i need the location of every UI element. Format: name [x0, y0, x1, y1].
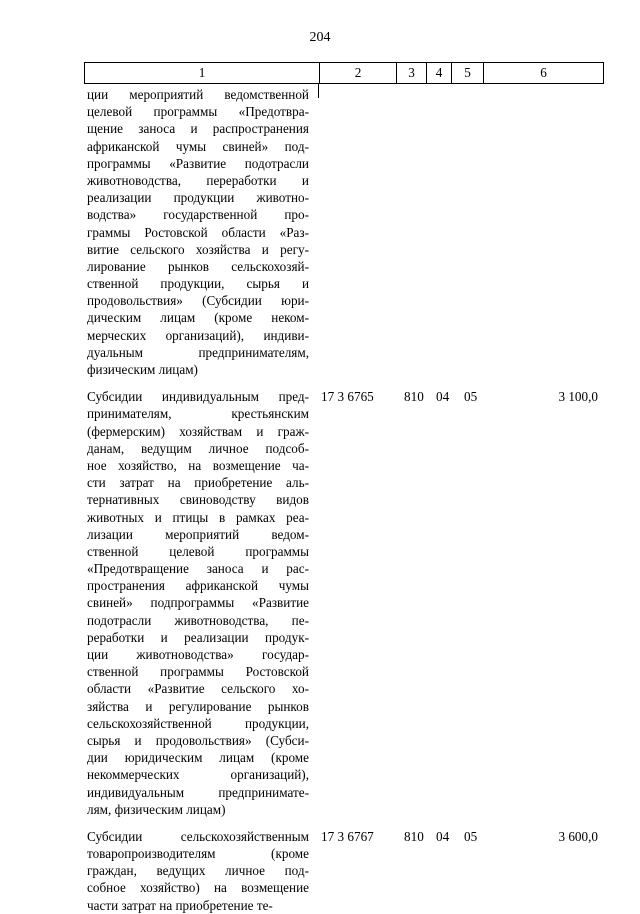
text-line: ции животноводства» государ- — [87, 647, 309, 662]
text-line: сельскохозяйственной продукции, — [87, 715, 309, 731]
row-description — [84, 828, 311, 914]
text-line: пространения африканской чумы — [87, 578, 309, 594]
header-col-4: 4 — [426, 63, 451, 83]
text-line: ное хозяйство, на возмещение ча- — [87, 457, 309, 473]
text-line: Субсидии индивидуальным пред- — [87, 389, 309, 405]
table-header — [84, 62, 604, 84]
text-line: собное хозяйство) на возмещение — [87, 880, 309, 896]
text-line: (фермерским) хозяйствам и граж- — [87, 423, 309, 439]
text-line: водства» государственной про- — [87, 207, 309, 223]
text-line: лирование рынков сельскохозяй- — [87, 258, 309, 274]
text-line: африканской чумы свиней» под- — [87, 138, 309, 154]
text-line: граммы Ростовской области «Раз- — [87, 224, 309, 240]
subsection-code: 05 — [464, 828, 478, 844]
text-line: лям, физическим лицам) — [87, 801, 226, 817]
text-line: ции мероприятий ведомственной — [87, 87, 309, 102]
text-line: реработки и реализации продук- — [87, 629, 309, 645]
text-line: части затрат на приобретение те- — [87, 897, 273, 913]
text-line: витие сельского хозяйства и регу- — [87, 241, 309, 257]
text-line: дии юридическим лицам (кроме — [87, 750, 309, 766]
text-line: подотрасли животноводства, пе- — [87, 612, 309, 628]
text-line: сырья и продовольствия» (Субси- — [87, 732, 309, 748]
expense-type-code: 810 — [404, 389, 424, 405]
text-line: целевой программы «Предотвра- — [87, 104, 309, 120]
header-col-3: 3 — [396, 63, 426, 83]
subsection-code: 05 — [464, 389, 478, 405]
header-col-1: 1 — [198, 65, 206, 80]
text-line: сти затрат на приобретение аль- — [87, 475, 309, 491]
text-line: свиней» подпрограммы «Развитие — [87, 595, 309, 611]
text-line: тернативных свиноводству видов — [87, 492, 309, 508]
section-code: 04 — [436, 389, 450, 405]
header-col-2: 2 — [319, 63, 396, 83]
text-line: данам, ведущим личное подсоб- — [87, 440, 309, 456]
text-line: дуальным предпринимателям, — [87, 344, 309, 360]
amount: 3 600,0 — [558, 828, 598, 844]
column-divider — [318, 84, 319, 98]
text-line: зяйства и регулирование рынков — [87, 698, 309, 714]
continuation-text — [84, 86, 311, 378]
text-line: товаропроизводителям (кроме — [87, 846, 309, 862]
budget-table — [84, 62, 604, 914]
table-row-continuation — [84, 86, 604, 378]
text-line: щение заноса и распространения — [87, 121, 309, 137]
header-col-5: 5 — [451, 63, 483, 83]
text-line: программы «Развитие подотрасли — [87, 155, 309, 171]
text-line: индивидуальным предпринимате- — [87, 784, 309, 800]
text-line: лизации мероприятий ведом- — [87, 526, 309, 542]
text-line: ственной целевой программы — [87, 543, 309, 559]
text-line: животных и птицы в рамках реа- — [87, 509, 309, 525]
text-line: дическим лицам (кроме неком- — [87, 310, 309, 326]
text-line: области «Развитие сельского хо- — [87, 681, 309, 697]
text-line: граждан, ведущих личное под- — [87, 863, 309, 879]
text-line: мерческих организаций), индиви- — [87, 327, 309, 343]
text-line: животноводства, переработки и — [87, 172, 309, 188]
text-line: ственной программы Ростовской — [87, 664, 309, 680]
text-line: физическим лицам) — [87, 362, 198, 377]
expense-type-code: 810 — [404, 828, 424, 844]
page-number: 204 — [309, 30, 331, 45]
amount: 3 100,0 — [558, 389, 598, 405]
text-line: продовольствия» (Субсидии юри- — [87, 293, 309, 309]
target-article-code: 17 3 6767 — [321, 828, 374, 844]
text-line: принимателям, крестьянским — [87, 406, 309, 422]
text-line: некоммерческих организаций), — [87, 767, 309, 783]
header-col-6: 6 — [483, 63, 603, 83]
text-line: «Предотвращение заноса и рас- — [87, 561, 309, 577]
target-article-code: 17 3 6765 — [321, 389, 374, 405]
text-line: ственной продукции, сырья и — [87, 276, 309, 292]
table-row — [84, 388, 604, 818]
text-line: реализации продукции животно- — [87, 190, 309, 206]
text-line: Субсидии сельскохозяйственным — [87, 828, 309, 844]
section-code: 04 — [436, 828, 450, 844]
table-row — [84, 828, 604, 914]
row-description — [84, 388, 311, 818]
